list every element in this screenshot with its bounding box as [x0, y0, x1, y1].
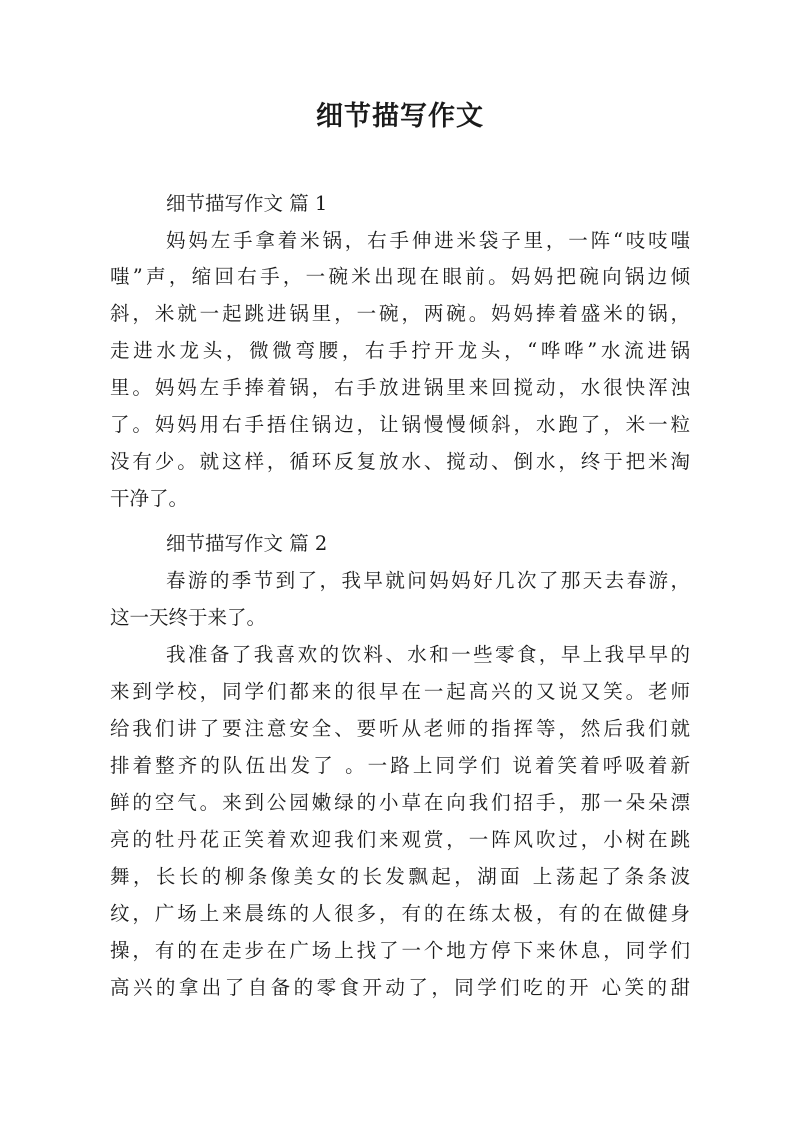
paragraph-line: 干净了。: [110, 487, 189, 510]
paragraph-line: 斜，米就一起跳进锅里，一碗，两碗。妈妈捧着盛米的锅，: [110, 302, 690, 325]
paragraph-line: 来到学校，同学们都来的很早在一起高兴的又说又笑。老师: [110, 680, 690, 703]
paragraph-line: 操，有的在走步在广场上找了一个地方停下来休息，同学们: [110, 939, 690, 962]
paragraph-line: 给我们讲了要注意安全、要听从老师的指挥等，然后我们就: [110, 717, 690, 740]
paragraph-line: 春游的季节到了，我早就问妈妈好几次了那天去春游，: [166, 569, 690, 592]
document-title: 细节描写作文: [316, 101, 484, 132]
paragraph-line: 高兴的拿出了自备的零食开动了，同学们吃的开 心笑的甜: [110, 976, 690, 999]
paragraph-line: 我准备了我喜欢的饮料、水和一些零食，早上我早早的: [166, 643, 690, 666]
paragraph-line: 亮的牡丹花正笑着欢迎我们来观赏，一阵风吹过，小树在跳: [110, 828, 690, 851]
paragraph-line: 没有少。就这样，循环反复放水、搅动、倒水，终于把米淘: [110, 450, 690, 473]
paragraph-line: 排着整齐的队伍出发了 。一路上同学们 说着笑着呼吸着新: [110, 754, 690, 777]
paragraph-line: 了。妈妈用右手捂住锅边，让锅慢慢倾斜，水跑了，米一粒: [110, 413, 690, 436]
paragraph-line: 里。妈妈左手捧着锅，右手放进锅里来回搅动，水很快浑浊: [110, 376, 690, 399]
paragraph-line: 嗤”声，缩回右手，一碗米出现在眼前。妈妈把碗向锅边倾: [110, 265, 690, 288]
section-heading-2: 细节描写作文 篇 2: [166, 532, 328, 555]
section-heading-1: 细节描写作文 篇 1: [166, 192, 328, 215]
paragraph-line: 舞，长长的柳条像美女的长发飘起，湖面 上荡起了条条波: [110, 865, 690, 888]
paragraph-line: 妈妈左手拿着米锅，右手伸进米袋子里，一阵“吱吱嗤: [166, 229, 690, 252]
paragraph-line: 这一天终于来了。: [110, 606, 267, 629]
paragraph-line: 纹，广场上来晨练的人很多，有的在练太极，有的在做健身: [110, 902, 690, 925]
paragraph-line: 走进水龙头，微微弯腰，右手拧开龙头，“哗哗”水流进锅: [110, 339, 690, 362]
paragraph-line: 鲜的空气。来到公园嫩绿的小草在向我们招手，那一朵朵漂: [110, 791, 690, 814]
